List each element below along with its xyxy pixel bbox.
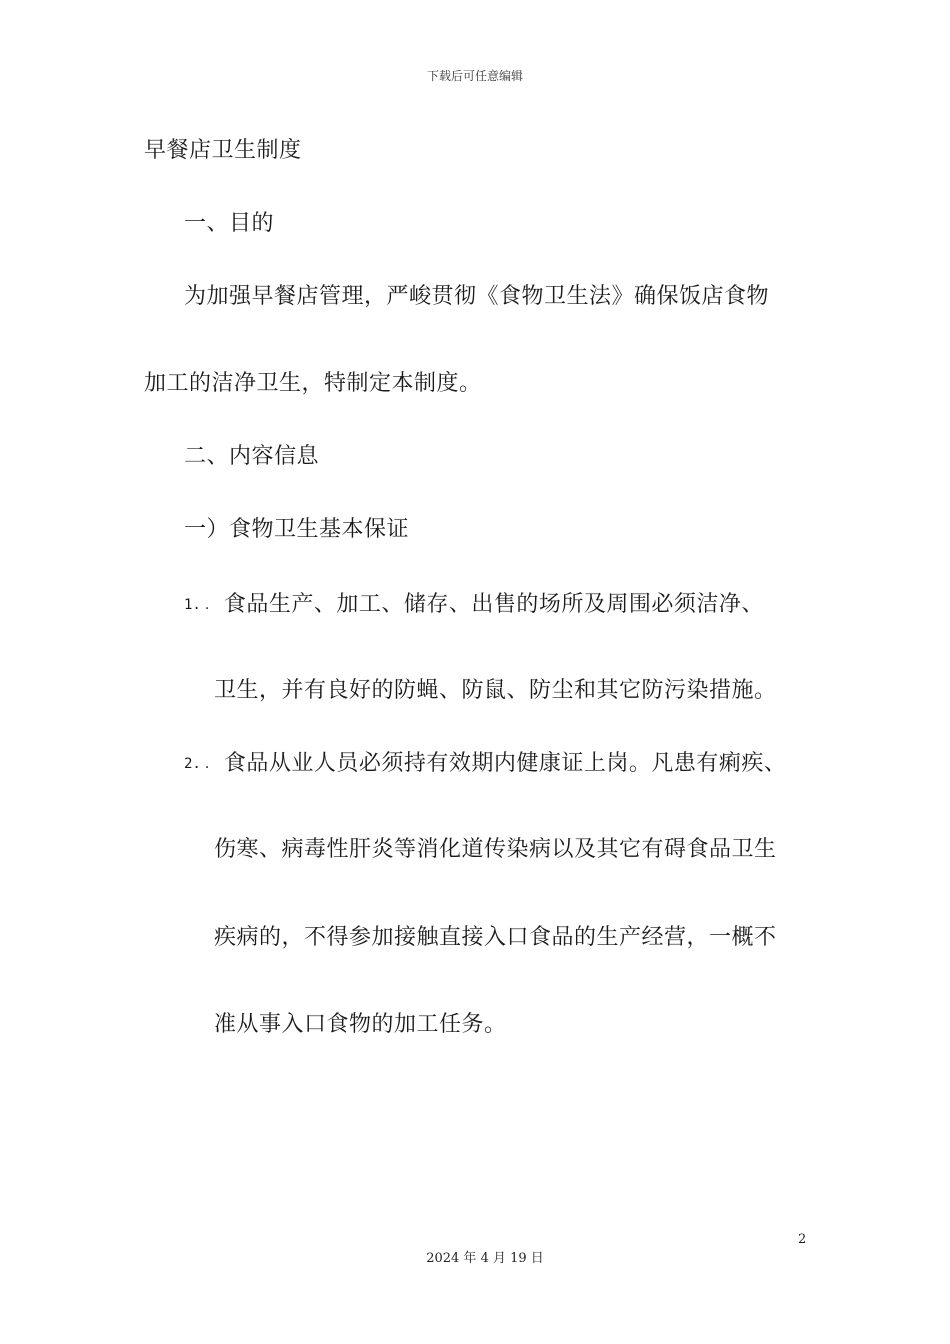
purpose-paragraph-line2: 加工的洁净卫生，特制定本制度。 (144, 371, 482, 396)
document-title: 早餐店卫生制度 (144, 138, 302, 163)
list-item-text-line: 食品生产、加工、储存、出售的场所及周围必须洁净、 (223, 592, 764, 617)
section1-heading: 一、目的 (184, 211, 275, 236)
list-item-2-continuation-1: 伤寒、病毒性肝炎等消化道传染病以及其它有碍食品卫生 (214, 837, 777, 862)
list-item-dot: . (204, 756, 210, 772)
list-item-1 (184, 590, 764, 620)
list-item-1-continuation: 卫生，并有良好的防蝇、防鼠、防尘和其它防污染措施。 (214, 678, 777, 703)
footer-date: 2024 年 4 月 19 日 (426, 1251, 544, 1266)
section2-heading: 二、内容信息 (184, 444, 320, 469)
list-item-dot: . (204, 597, 210, 613)
list-item-2 (184, 749, 786, 779)
subsection1-heading: 一）食物卫生基本保证 (184, 517, 410, 542)
purpose-paragraph-line1: 为加强早餐店管理，严峻贯彻《食物卫生法》确保饭店食物 (184, 284, 770, 309)
list-item-text-line: 食品从业人员必须持有效期内健康证上岗。凡患有痢疾、 (223, 751, 787, 776)
list-item-2-continuation-2: 疾病的，不得参加接触直接入口食品的生产经营，一概不 (214, 925, 777, 950)
list-item-number: 2. (184, 756, 201, 772)
list-item-number: 1. (184, 597, 201, 613)
list-item-2-continuation-3: 准从事入口食物的加工任务。 (214, 1012, 507, 1037)
header-note: 下载后可任意编辑 (426, 69, 523, 83)
page-number: 2 (798, 1232, 807, 1247)
